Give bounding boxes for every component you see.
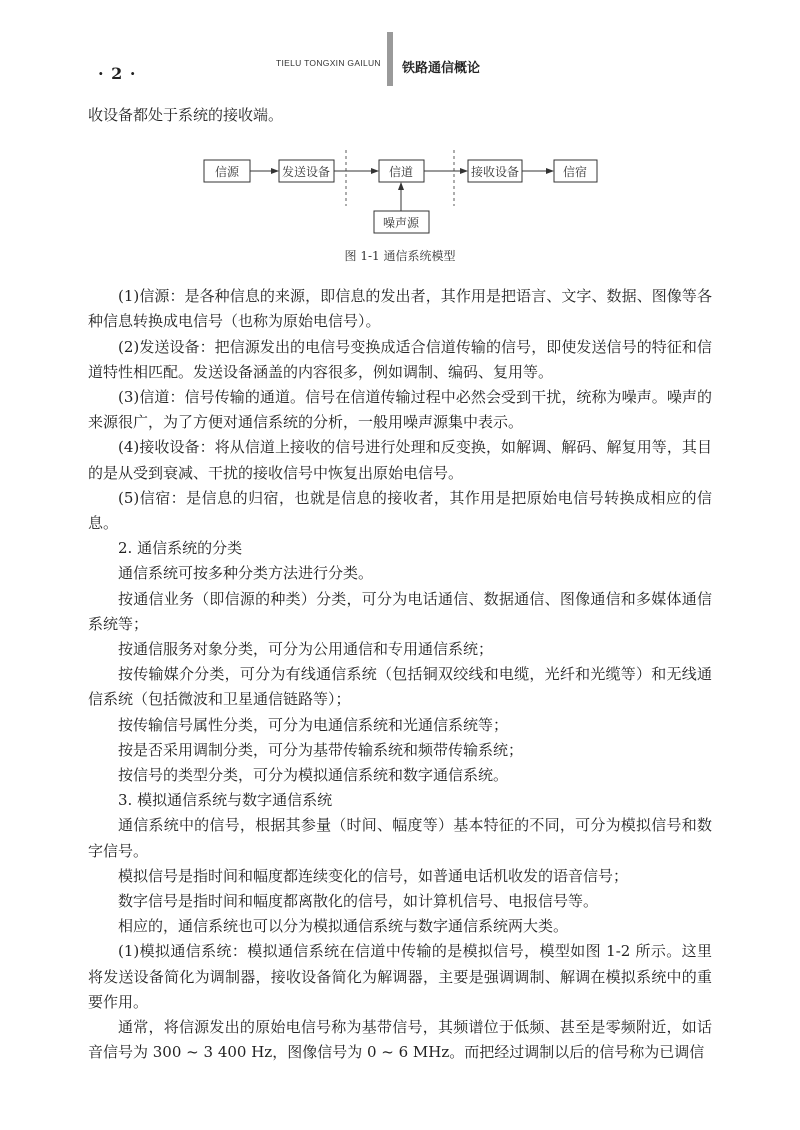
paragraph: 按通信服务对象分类，可分为公用通信和专用通信系统；: [118, 640, 494, 659]
paragraph: (5)信宿：是信息的归宿，也就是信息的接收者，其作用是把原始电信号转换成相应的信息。: [88, 488, 712, 533]
noise-source-box-label: 噪声源: [382, 216, 420, 230]
figure-spacer: [88, 128, 712, 284]
paragraph: 按传输信号属性分类，可分为电通信系统和光通信系统等；: [118, 715, 509, 734]
source-box-label: 信源: [214, 165, 240, 179]
paragraph: 通常，将信源发出的原始电信号称为基带信号，其频谱位于低频、甚至是零频附近，如话音信号为 300 ~ 3 400 Hz，图像信号为 0 ~ 6 MHz。而把经过调制以后的信号称为已调信: [88, 1018, 712, 1062]
transmitter-box-label: 发送设备: [281, 165, 331, 179]
paragraph: (1)信源：是各种信息的来源，即信息的发出者，其作用是把语言、文字、数据、图像等各种信息转换成电信号（也称为原始电信号）。: [88, 287, 712, 331]
paragraph: 按传输媒介分类，可分为有线通信系统（包括铜双绞线和电缆，光纤和光缆等）和无线通信系统（包括微波和卫星通信链路等）；: [88, 665, 712, 709]
sink-box-label: 信宿: [562, 165, 588, 179]
paragraph: 按通信业务（即信源的种类）分类，可分为电话通信、数据通信、图像通信和多媒体通信系统等；: [88, 589, 712, 633]
paragraph: 模拟信号是指时间和幅度都连续变化的信号，如普通电话机收发的语音信号；: [118, 866, 629, 885]
page-number: · 2 ·: [98, 64, 137, 83]
running-title-cn: 铁路通信概论: [402, 61, 481, 76]
running-title-en: TIELU TONGXIN GAILUN: [276, 58, 381, 68]
paragraph: (4)接收设备：将从信道上接收的信号进行处理和反变换，如解调、解码、解复用等，其目的是从受到衰减、干扰的接收信号中恢复出原始电信号。: [88, 438, 712, 482]
paragraph: 数字信号是指时间和幅度都离散化的信号，如计算机信号、电报信号等。: [118, 892, 599, 911]
paragraph: 按是否采用调制分类，可分为基带传输系统和频带传输系统；: [118, 740, 524, 759]
paragraph: 相应的，通信系统也可以分为模拟通信系统与数字通信系统两大类。: [118, 917, 569, 936]
figure-caption: 图 1-1 通信系统模型: [344, 249, 456, 263]
paragraph: 收设备都处于系统的接收端。: [88, 106, 284, 124]
paragraph: (3)信道：信号传输的通道。信号在信道传输过程中必然会受到干扰，统称为噪声。噪声的来源很广，为了方便对通信系统的分析，一般用噪声源集中表示。: [88, 388, 712, 432]
paragraph: 按信号的类型分类，可分为模拟通信系统和数字通信系统。: [118, 766, 509, 785]
section-heading: 3. 模拟通信系统与数字通信系统: [118, 791, 333, 810]
body-text: [88, 103, 712, 1066]
receiver-box-label: 接收设备: [470, 165, 520, 179]
paragraph: 通信系统可按多种分类方法进行分类。: [118, 564, 374, 583]
paragraph: (1)模拟通信系统：模拟通信系统在信道中传输的是模拟信号，模型如图 1-2 所示。这里将发送设备简化为调制器，接收设备简化为解调器，主要是强调调制、解调在模拟系统中的重要作用。: [88, 942, 712, 1011]
section-heading: 2. 通信系统的分类: [118, 539, 243, 558]
paragraph: (2)发送设备：把信源发出的电信号变换成适合信道传输的信号，即使发送信号的特征和信道特性相匹配。发送设备涵盖的内容很多，例如调制、编码、复用等。: [88, 337, 712, 381]
channel-box-label: 信道: [388, 165, 414, 179]
paragraph: 通信系统中的信号，根据其参量（时间、幅度等）基本特征的不同，可分为模拟信号和数字信号。: [88, 816, 712, 860]
